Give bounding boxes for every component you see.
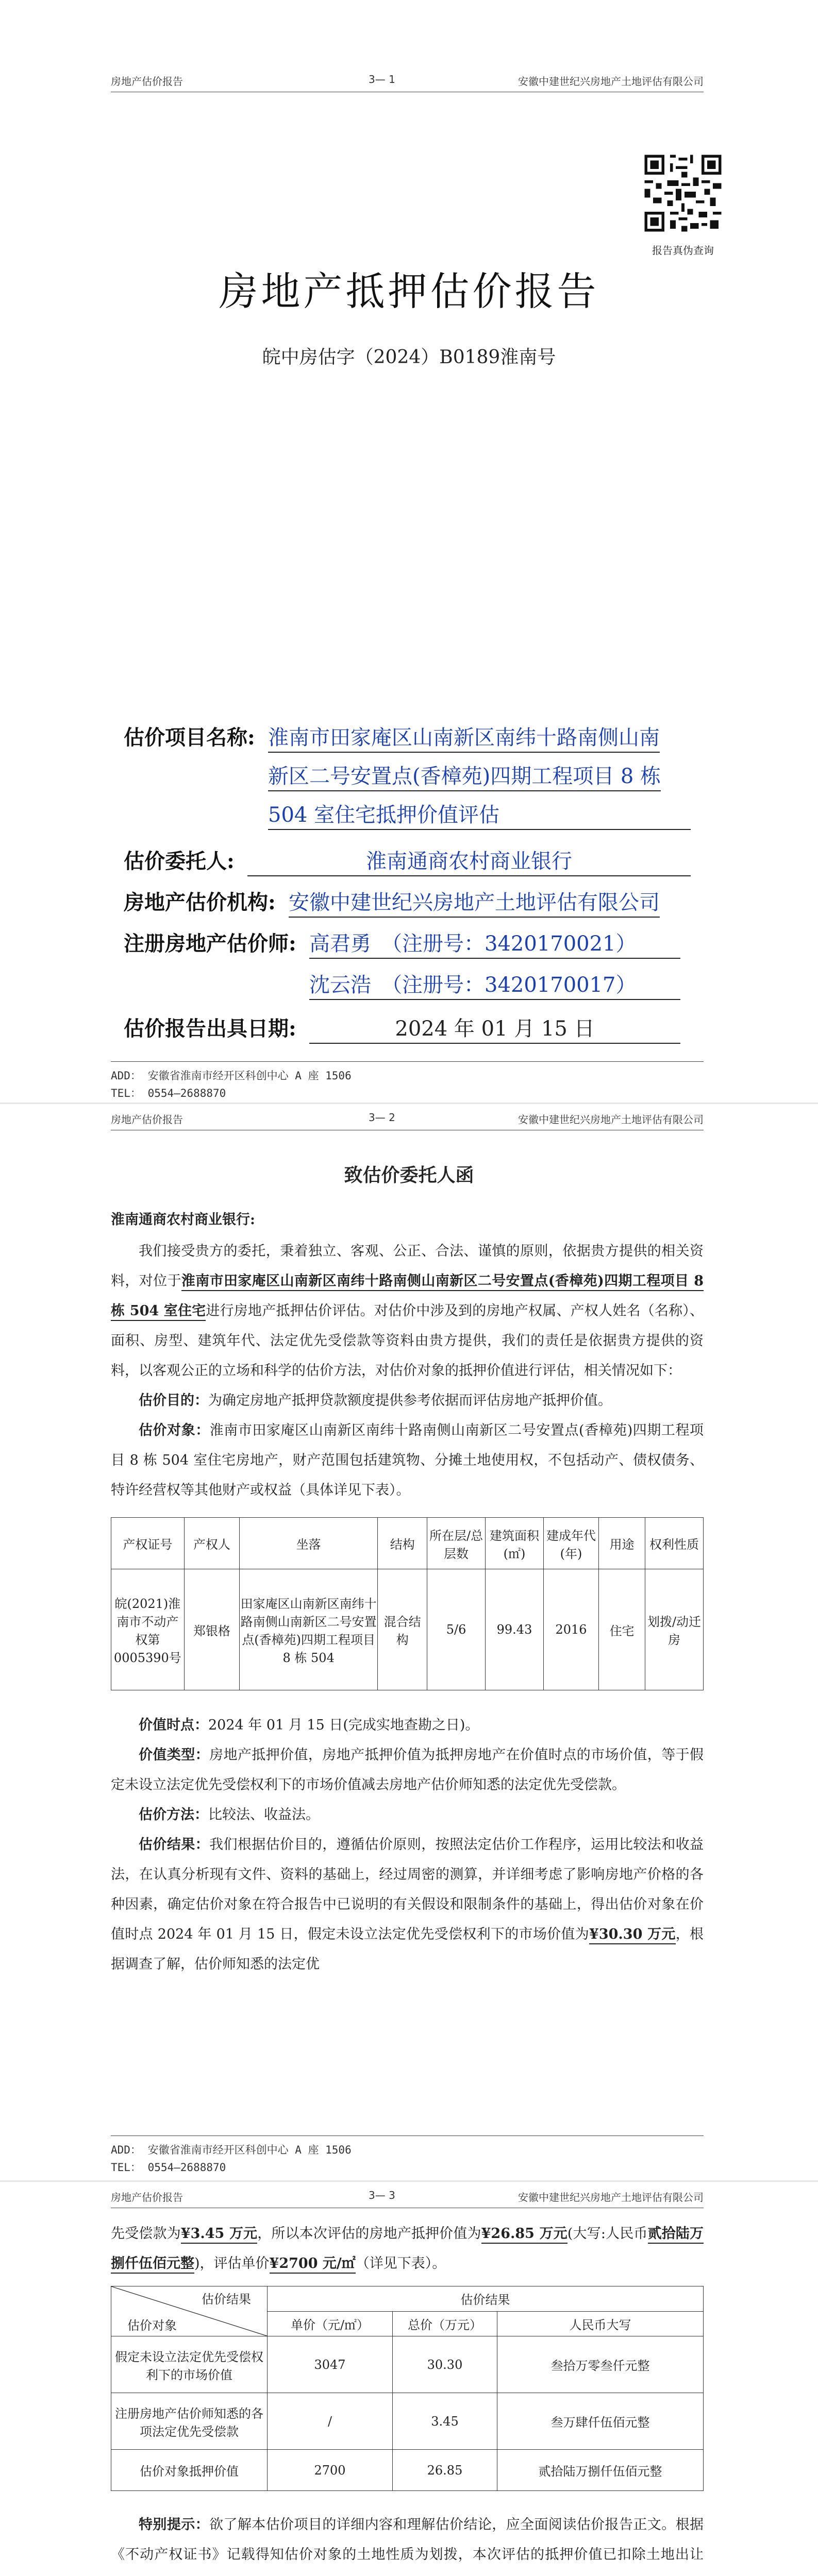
- header-company: 安徽中建世纪兴房地产土地评估有限公司: [518, 1113, 704, 1126]
- special-tip: [111, 2510, 704, 2576]
- result-text-d: ，所以本次评估的房地产抵押价值为: [257, 2226, 481, 2242]
- method-label: 估价方法：: [139, 1807, 208, 1823]
- project-line-2: 新区二号安置点(香樟苑)四期工程项目 8 栋: [268, 760, 661, 791]
- tip-label: 特别提示：: [139, 2517, 210, 2533]
- object-label: 估价对象：: [139, 1422, 210, 1438]
- table-header-cell: 单价（元/㎡）: [268, 2311, 393, 2336]
- header-page: 3— 2: [369, 1111, 395, 1124]
- letter-body-1: [111, 1236, 704, 1505]
- table-header-cell: 估价结果: [268, 2286, 704, 2312]
- page-separator: [0, 2180, 818, 2182]
- corner-label-top: 估价结果: [202, 2292, 251, 2307]
- table-header-cell: 总价（万元）: [393, 2311, 497, 2336]
- result-table: [111, 2286, 704, 2491]
- table-cell: 假定未设立法定优先受偿权利下的市场价值: [111, 2336, 268, 2393]
- table-cell: 住宅: [599, 1569, 645, 1690]
- page-footer: [111, 2136, 704, 2176]
- mortgage-value: ¥26.85 万元: [481, 2226, 567, 2244]
- result-label: 估价结果：: [139, 1837, 210, 1853]
- table-cell: 划拨/动迁房: [645, 1569, 704, 1690]
- letter-addressee: 淮南通商农村商业银行:: [111, 1212, 255, 1228]
- table-header-cell: 用途: [599, 1518, 645, 1569]
- table-cell: 叁拾万零叁仟元整: [497, 2336, 704, 2393]
- table-header-cell: 坐落: [239, 1518, 378, 1569]
- cover-page: [0, 0, 818, 1097]
- footer-address: ADD： 安徽省淮南市经开区科创中心 A 座 1506: [111, 2144, 352, 2156]
- page-header: [111, 1105, 704, 1130]
- para1-text-a: 我们接受贵方的委托，秉着独立、客观、公正、合法、谨慎的原则，依据贵方提供的相关资料，对位于: [111, 1243, 704, 1289]
- client-label: 估价委托人:: [124, 849, 235, 873]
- result-text-g: （详见下表）。: [355, 2256, 446, 2272]
- property-table: [111, 1517, 704, 1690]
- table-cell: 3.45: [393, 2393, 497, 2450]
- table-cell: 郑银格: [184, 1569, 239, 1690]
- para1-text-b: 进行房地产抵押估价评估。对估价中涉及到的房地产权属、产权人姓名（名称）、面积、房型、建筑年代、法定优先受偿款等资料由贵方提供，我们的责任是依据贵方提供的资料，以客观公正的立场和科学的估价方法，对估价对象的抵押价值进行评估，相关情况如下：: [111, 1303, 704, 1379]
- table-header-cell: 建成年代(年): [543, 1518, 598, 1569]
- corner-label-bottom: 估价对象: [127, 2318, 177, 2333]
- object-text: 淮南市田家庵区山南新区南纬十路南侧山南新区二号安置点(香樟苑)四期工程项目 8 栋 504 室住宅房地产，财产范围包括建筑物、分摊土地使用权，不包括动产、债权债务、特许经营权等其他财产或权益（具体详见下表）。: [111, 1422, 704, 1498]
- appraiser-label: 注册房地产估价师:: [124, 931, 296, 956]
- purpose-text: 为确定房地产抵押贷款额度提供参考依据而评估房地产抵押价值。: [208, 1393, 612, 1409]
- table-cell: 26.85: [393, 2450, 497, 2491]
- agency-label: 房地产估价机构:: [124, 890, 276, 914]
- type-label: 价值类型：: [139, 1747, 210, 1763]
- project-line-3: 504 室住宅抵押价值评估: [268, 799, 691, 830]
- result-text-e: (大写:人民币: [567, 2226, 648, 2242]
- issue-date-value: 2024 年 01 月 15 日: [309, 1012, 680, 1044]
- letter-page: [0, 1105, 818, 2179]
- header-left: 房地产估价报告: [111, 2191, 183, 2204]
- table-row: [111, 1569, 704, 1690]
- para1-address: 淮南市田家庵区山南新区南纬十路南侧山南新区二号安置点(香樟苑)四期工程项目 8 栋 504 室住宅: [111, 1273, 704, 1321]
- issue-date-label: 估价报告出具日期:: [124, 1016, 296, 1041]
- client-value: 淮南通商农村商业银行: [247, 845, 691, 876]
- table-row: [111, 2336, 704, 2393]
- table-cell: 5/6: [427, 1569, 486, 1690]
- table-header-row: [111, 1518, 704, 1569]
- method-text: 比较法、收益法。: [208, 1807, 320, 1823]
- header-left: 房地产估价报告: [111, 1113, 183, 1126]
- table-cell: 2016: [543, 1569, 598, 1690]
- type-text: 房地产抵押价值，房地产抵押价值为抵押房地产在价值时点的市场价值，等于假定未设立法定优先受偿权利下的市场价值减去房地产估价师知悉的法定优先受偿款。: [111, 1747, 704, 1793]
- header-left: 房地产估价报告: [111, 75, 183, 88]
- result-page: [0, 2183, 818, 2576]
- mortgage-value-upper: 贰拾陆万捌仟伍佰元整: [111, 2226, 704, 2274]
- table-header-cell: 结构: [378, 1518, 427, 1569]
- result-text-c: 先受偿款为: [111, 2226, 181, 2242]
- footer-address: ADD： 安徽省淮南市经开区科创中心 A 座 1506: [111, 1070, 352, 1082]
- letter-title: 致估价委托人函: [344, 1164, 474, 1186]
- table-cell: 2700: [268, 2450, 393, 2491]
- table-cell: /: [268, 2393, 393, 2450]
- header-page: 3— 3: [369, 2189, 395, 2201]
- appraiser-1: 高君勇 （注册号：3420170021）: [309, 927, 680, 959]
- purpose-label: 估价目的：: [139, 1393, 208, 1409]
- date-label: 价值时点：: [139, 1717, 208, 1733]
- table-cell: 田家庵区山南新区南纬十路南侧山南新区二号安置点(香樟苑)四期工程项目 8 栋 504: [239, 1569, 378, 1690]
- table-cell: 贰拾陆万捌仟伍佰元整: [497, 2450, 704, 2491]
- table-cell: 注册房地产估价师知悉的各项法定优先受偿款: [111, 2393, 268, 2450]
- header-company: 安徽中建世纪兴房地产土地评估有限公司: [518, 2191, 704, 2204]
- table-cell: 混合结构: [378, 1569, 427, 1690]
- table-cell: 估价对象抵押价值: [111, 2450, 268, 2491]
- project-label: 估价项目名称:: [124, 725, 255, 750]
- table-header-cell: 产权证号: [111, 1518, 185, 1569]
- market-value: ¥30.30 万元: [589, 1926, 676, 1944]
- diagonal-line: [111, 2286, 267, 2336]
- footer-tel: TEL： 0554—2688870: [111, 2161, 226, 2174]
- table-header-cell: 人民币大写: [497, 2311, 704, 2336]
- table-cell: 皖(2021)淮南市不动产权第0005390号: [111, 1569, 185, 1690]
- table-header-cell: 建筑面积(㎡): [486, 1518, 544, 1569]
- qr-code-icon[interactable]: [642, 152, 724, 234]
- result-continued: [111, 2219, 704, 2279]
- page-footer: [111, 1061, 704, 1102]
- page-separator: [0, 1103, 818, 1104]
- project-line-1: 淮南市田家庵区山南新区南纬十路南侧山南: [268, 721, 660, 753]
- table-header-cell: 产权人: [184, 1518, 239, 1569]
- table-cell: 99.43: [486, 1569, 544, 1690]
- priority-amount: ¥3.45 万元: [181, 2226, 257, 2244]
- table-cell: 叁万肆仟伍佰元整: [497, 2393, 704, 2450]
- table-header-cell: 权利性质: [645, 1518, 704, 1569]
- tip-text: 欲了解本估价项目的详细内容和理解估价结论，应全面阅读估价报告正文。根据《不动产权证书》记载得知估价对象的土地性质为划拨，本次评估的抵押价值已扣除土地出让: [111, 2517, 704, 2563]
- report-title: 房地产抵押估价报告: [219, 268, 599, 314]
- result-text-b: ，根据调查了解，估价师知悉的法定优: [111, 1926, 704, 1972]
- page-header: [111, 2183, 704, 2208]
- result-text-f: )，评估单价: [194, 2256, 270, 2272]
- table-row: [111, 2393, 704, 2450]
- footer-tel: TEL： 0554—2688870: [111, 1087, 226, 1099]
- qr-caption: 报告真伪查询: [652, 244, 714, 257]
- report-number: 皖中房估字（2024）B0189淮南号: [262, 347, 556, 368]
- appraiser-2: 沈云浩 （注册号：3420170017）: [309, 969, 680, 1000]
- page-header: [111, 67, 704, 92]
- date-text: 2024 年 01 月 15 日(完成实地查勘之日)。: [208, 1717, 479, 1733]
- unit-price: ¥2700 元/㎡: [270, 2256, 356, 2274]
- table-cell: 3047: [268, 2336, 393, 2393]
- header-page: 3— 1: [369, 73, 395, 86]
- table-cell: 30.30: [393, 2336, 497, 2393]
- letter-body-2: [111, 1710, 704, 1979]
- result-text-a: 我们根据估价目的，遵循估价原则，按照法定估价工作程序，运用比较法和收益法，在认真分析现有文件、资料的基础上，经过周密的测算，并详细考虑了影响房地产价格的各种因素，确定估价对象在符合报告中已说明的有关假设和限制条件的基础上，得出估价对象在价值时点 2024 年 01 月 15 日，假定未设立法定优先受偿权利下的市场价值为: [111, 1837, 704, 1942]
- table-corner-cell: [111, 2286, 268, 2336]
- header-company: 安徽中建世纪兴房地产土地评估有限公司: [518, 75, 704, 88]
- agency-value: 安徽中建世纪兴房地产土地评估有限公司: [289, 886, 660, 918]
- table-header-cell: 所在层/总层数: [427, 1518, 486, 1569]
- table-row: [111, 2450, 704, 2491]
